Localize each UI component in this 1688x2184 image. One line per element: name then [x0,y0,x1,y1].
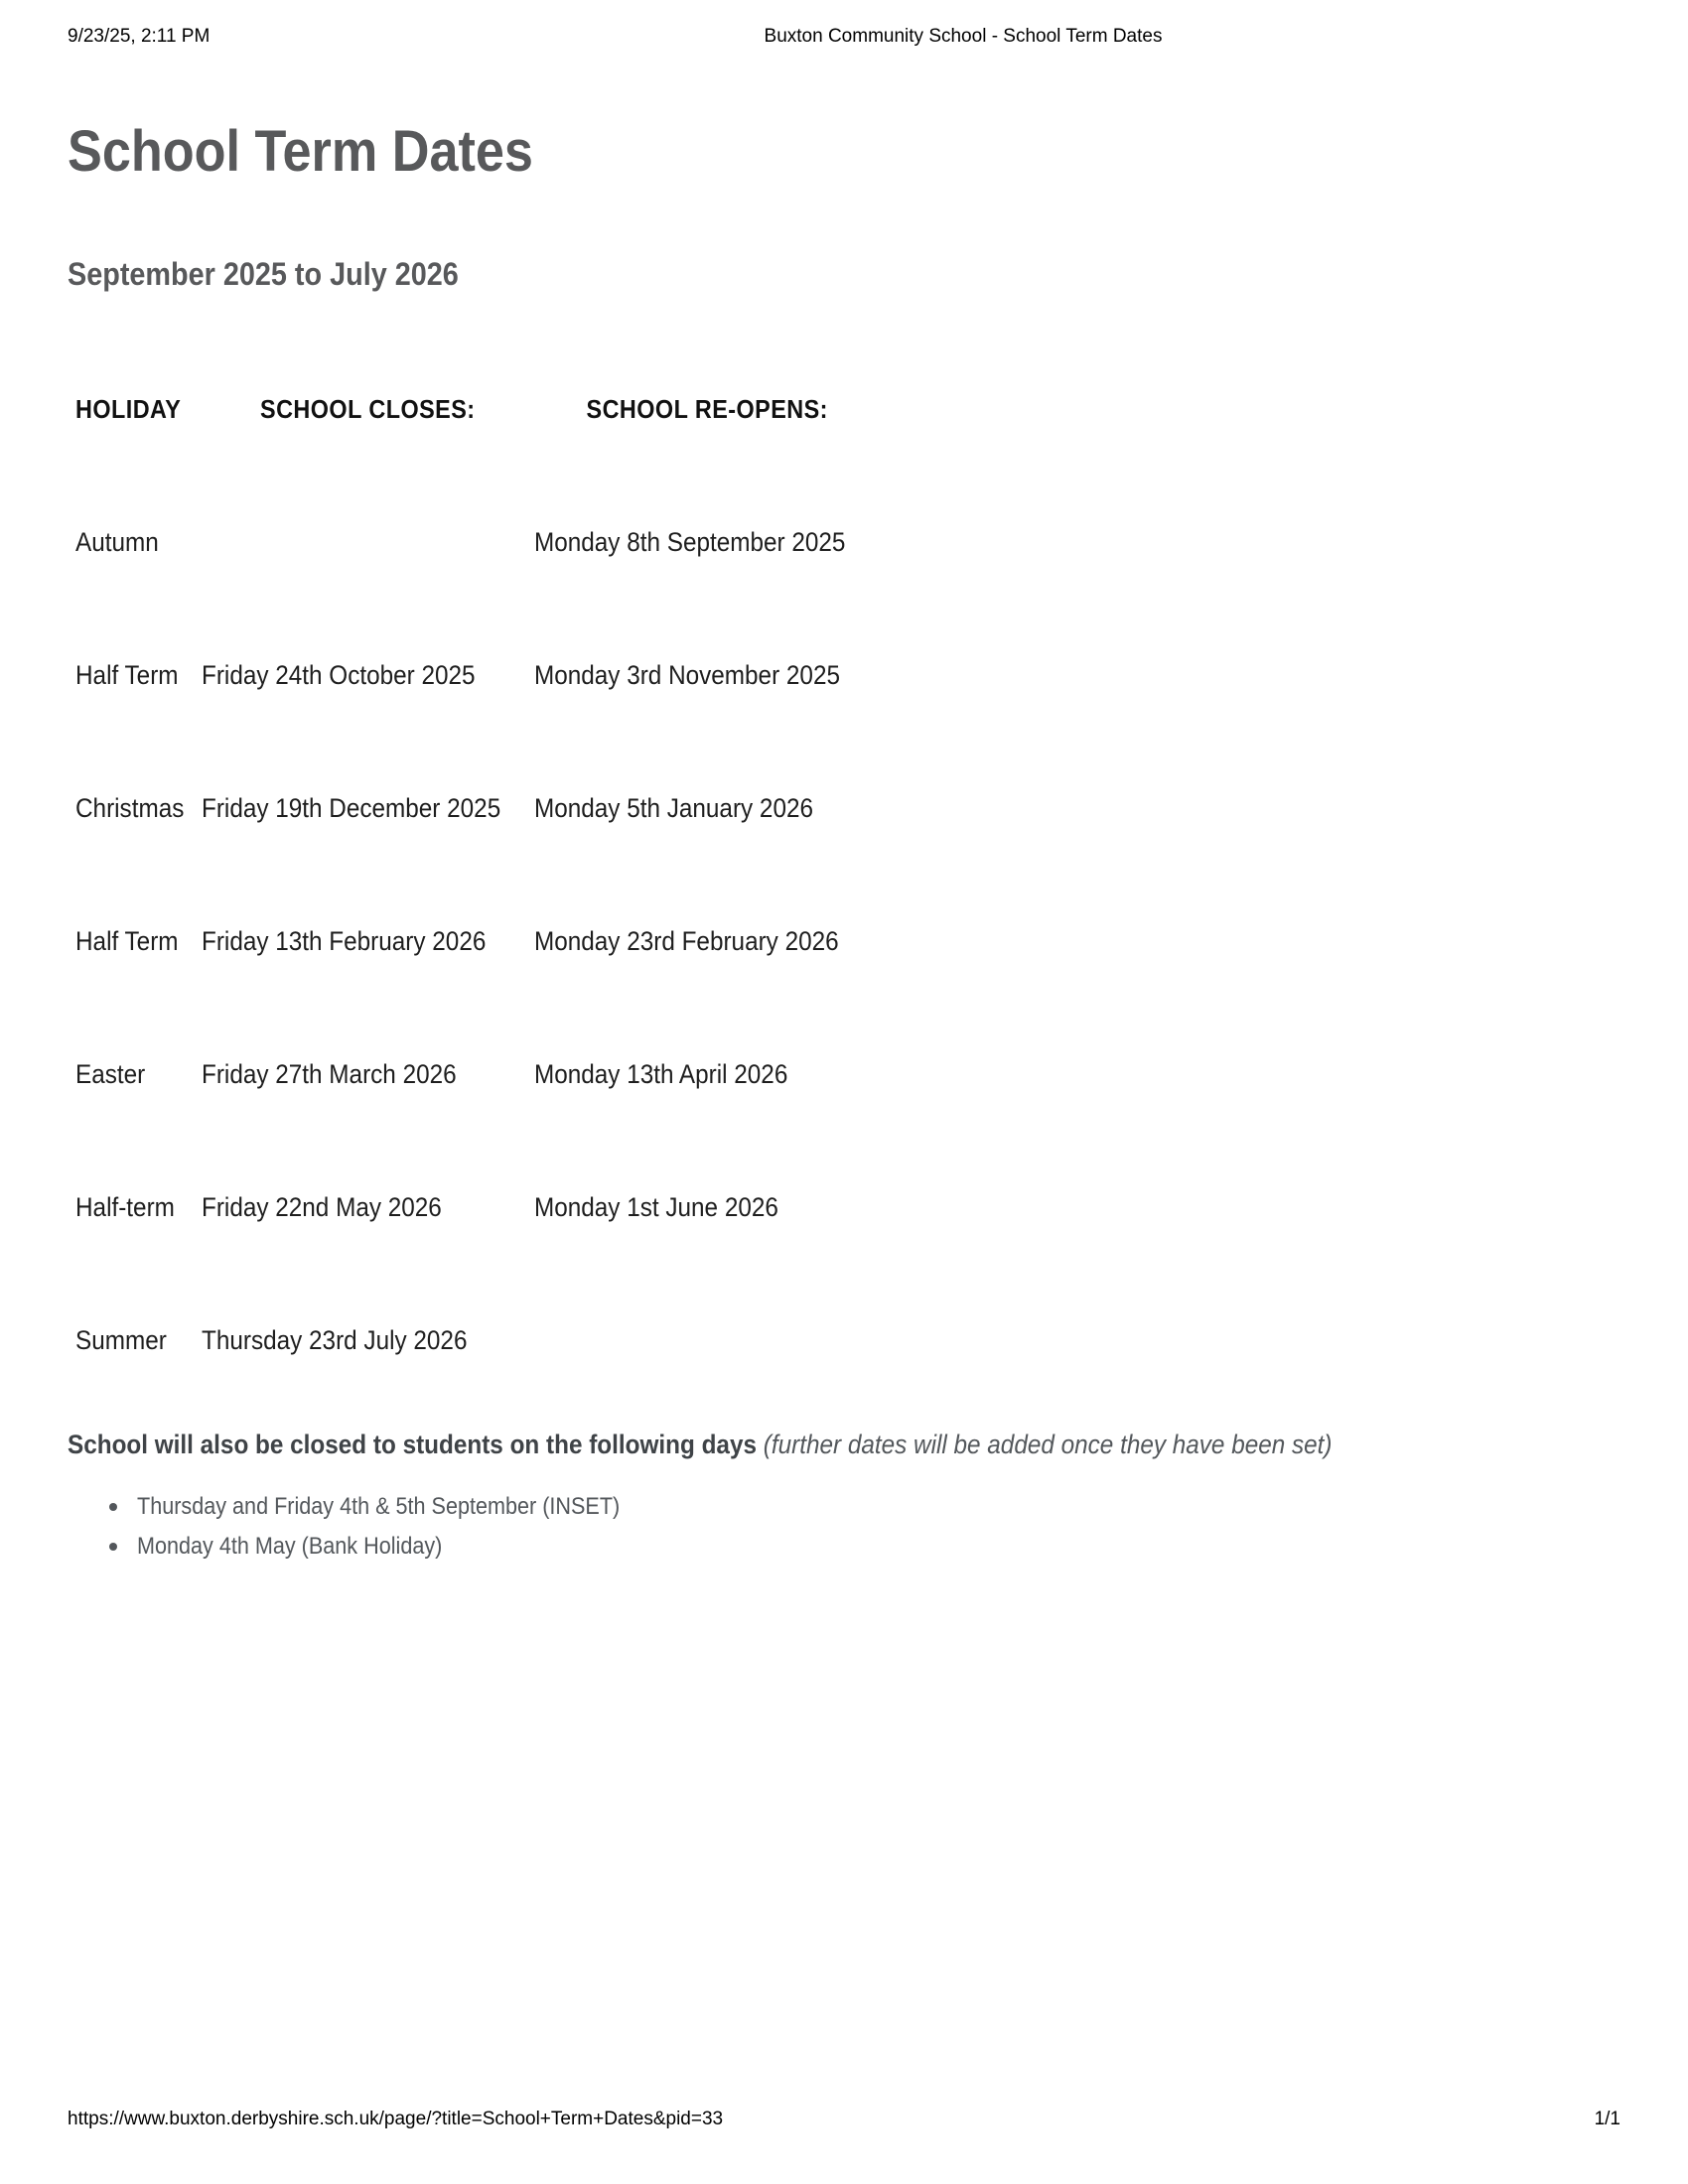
bullet-icon [109,1503,117,1511]
reopens-date: Monday 13th April 2026 [533,1058,788,1089]
print-footer-url: https://www.buxton.derbyshire.sch.uk/page/?title=School+Term+Dates&pid=33 [68,2109,724,2129]
closes-date: Friday 27th March 2026 [202,1058,457,1089]
reopens-date: Monday 23rd February 2026 [533,925,839,956]
column-header-school-reopens [534,342,880,476]
cell-closes [202,1274,534,1407]
cell-holiday [68,476,202,609]
print-header-datetime: 9/23/25, 2:11 PM [68,26,211,47]
cell-reopens [534,742,880,875]
print-footer-page-indicator: 1/1 [1594,2109,1620,2129]
cell-reopens [534,875,880,1008]
reopens-date: Monday 8th September 2025 [533,526,846,557]
holiday-name: Summer [75,1324,167,1355]
cell-reopens [534,1008,880,1141]
table-row [68,1141,880,1274]
column-header-holiday-label: HOLIDAY [75,393,182,424]
holiday-name: Christmas [75,792,185,823]
table-row [68,1008,880,1141]
closures-note-bold: School will also be closed to students on the following days [68,1430,757,1459]
table-row [68,875,880,1008]
print-header-doc-title: Buxton Community School - School Term Dates [764,26,1163,47]
list-item [109,1527,673,1567]
cell-holiday [68,609,202,742]
column-header-school-reopens-label: SCHOOL RE-OPENS: [586,393,828,424]
reopens-date: Monday 5th January 2026 [533,792,813,823]
cell-holiday [68,875,202,1008]
cell-closes [202,609,534,742]
cell-closes [202,875,534,1008]
closure-item-text: Thursday and Friday 4th & 5th September (INSET) [137,1493,621,1520]
cell-reopens [534,476,880,609]
page-subtitle-text: September 2025 to July 2026 [68,256,459,292]
cell-closes [202,476,534,609]
column-header-school-closes-label: SCHOOL CLOSES: [260,393,476,424]
cell-holiday [68,742,202,875]
closures-note-italic: (further dates will be added once they have been set) [763,1430,1333,1459]
reopens-date: Monday 1st June 2026 [533,1191,778,1222]
closes-date: Friday 22nd May 2026 [202,1191,442,1222]
closures-list [109,1487,673,1567]
cell-holiday [68,1008,202,1141]
reopens-date: Monday 3rd November 2025 [533,659,840,690]
table-row [68,609,880,742]
cell-holiday [68,1141,202,1274]
cell-closes [202,742,534,875]
column-header-school-closes [202,342,534,476]
table-row [68,742,880,875]
cell-reopens [534,1274,880,1407]
closure-item-text: Monday 4th May (Bank Holiday) [137,1533,443,1560]
table-row [68,476,880,609]
page-title-text: School Term Dates [68,119,533,184]
cell-closes [202,1141,534,1274]
closures-note [68,1428,1473,1461]
holiday-name: Half Term [75,659,179,690]
holiday-name: Half-term [75,1191,175,1222]
holiday-name: Autumn [75,526,159,557]
closes-date: Thursday 23rd July 2026 [202,1324,468,1355]
page-subtitle [68,254,502,294]
cell-reopens [534,1141,880,1274]
closes-date: Friday 24th October 2025 [202,659,476,690]
closes-date: Friday 13th February 2026 [202,925,487,956]
list-item [109,1487,673,1527]
closures-note-text [68,1428,1333,1461]
column-header-holiday [68,342,202,476]
cell-holiday [68,1274,202,1407]
holiday-name: Half Term [75,925,179,956]
table-row [68,1274,880,1407]
closes-date: Friday 19th December 2025 [202,792,501,823]
cell-reopens [534,609,880,742]
cell-closes [202,1008,534,1141]
page-title [68,117,585,187]
holiday-name: Easter [75,1058,146,1089]
table-header-row [68,342,880,476]
term-dates-table [68,342,880,1407]
bullet-icon [109,1543,117,1551]
